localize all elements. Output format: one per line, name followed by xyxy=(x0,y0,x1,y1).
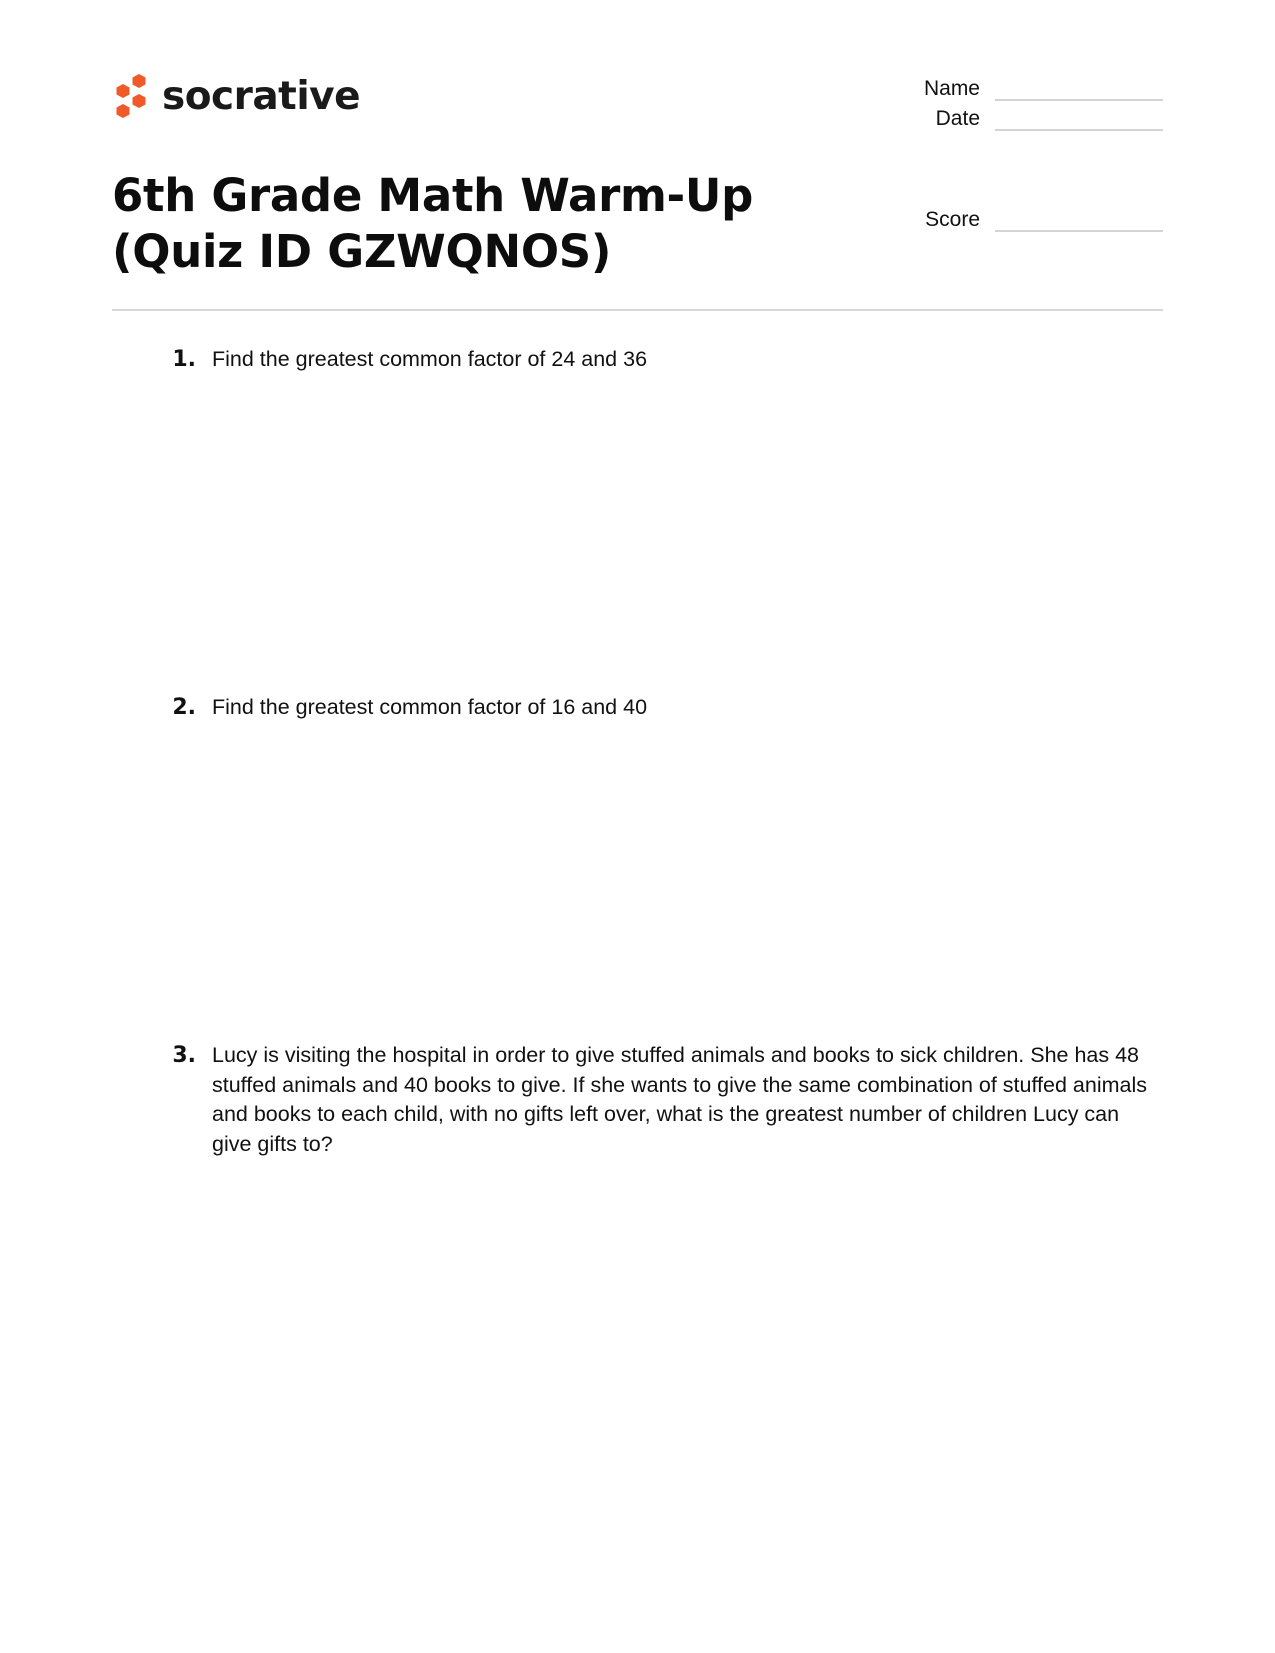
question-item xyxy=(160,1041,1160,1159)
brand-logo xyxy=(112,72,360,124)
question-item xyxy=(160,693,1160,723)
score-blank-line xyxy=(995,229,1163,232)
question-number: 1. xyxy=(172,347,196,372)
score-label: Score xyxy=(925,208,980,231)
date-blank-line xyxy=(995,128,1163,131)
date-field xyxy=(880,108,1163,131)
question-number: 3. xyxy=(172,1043,196,1068)
header-divider xyxy=(112,309,1163,311)
brand-name: socrative xyxy=(162,73,361,119)
question-number: 2. xyxy=(172,695,196,720)
score-field xyxy=(880,209,1163,232)
question-text: Lucy is visiting the hospital in order to give stuffed animals and books to sick children. She has 48 stuffed animals and 40 books to give. If she wants to give the same combination of stuffed animals and books to each child, with no gifts left over, what is the greatest number of children Lucy can give gifts to? xyxy=(212,1043,1147,1156)
name-blank-line xyxy=(995,98,1163,101)
date-label: Date xyxy=(935,107,980,130)
question-text: Find the greatest common factor of 16 and 40 xyxy=(212,695,648,719)
question-text: Find the greatest common factor of 24 and 36 xyxy=(212,347,648,371)
name-label: Name xyxy=(923,77,980,100)
name-field xyxy=(880,78,1163,101)
hexagon-cluster-icon xyxy=(112,72,152,124)
question-item xyxy=(160,345,1160,375)
page-title: 6th Grade Math Warm-Up (Quiz ID GZWQNOS) xyxy=(112,169,754,278)
